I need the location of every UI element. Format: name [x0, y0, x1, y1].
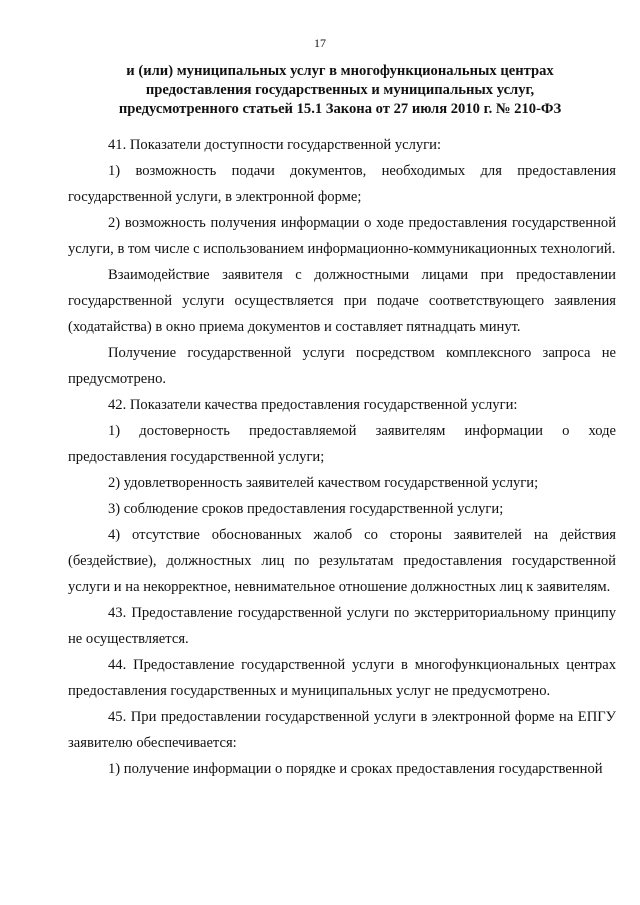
page-number: 17 [314, 36, 326, 50]
paragraph-41-intro: 41. Показатели доступности государственной услуги: [108, 137, 442, 153]
paragraph-42-item-3: 3) соблюдение сроков предоставления государственной услуги; [108, 501, 504, 517]
heading-line: предоставления государственных и муниципальных услуг, [145, 82, 535, 98]
paragraph-42-item-2: 2) удовлетворенность заявителей качеством государственной услуги; [108, 475, 539, 491]
paragraph-43: 43. Предоставление государственной услуги по экстерриториальному принципу не осуществляется. [68, 605, 616, 647]
paragraph-42-item-1: 1) достоверность предоставляемой заявителям информации о ходе предоставления государственной услуги; [68, 423, 616, 465]
paragraph-complex-request: Получение государственной услуги посредством комплексного запроса не предусмотрено. [68, 345, 616, 387]
paragraph-42-item-4: 4) отсутствие обоснованных жалоб со стороны заявителей на действия (бездействие), должностных лиц по результатам предоставления государственной услуги и на некорректное, невнимательное отношение должностных лиц к заявителям. [68, 527, 616, 595]
paragraph-interaction: Взаимодействие заявителя с должностными лицами при предоставлении государственной услуги осуществляется при подаче соответствующего заявления (ходатайства) в окно приема документов и составляет пятнадцать минут. [68, 267, 616, 335]
section-heading [60, 62, 620, 119]
paragraph-41-item-2: 2) возможность получения информации о ходе предоставления государственной услуги, в том числе с использованием информационно-коммуникационных технологий. [68, 215, 616, 257]
heading-line: и (или) муниципальных услуг в многофункциональных центрах [126, 63, 554, 79]
paragraph-45-intro: 45. При предоставлении государственной услуги в электронной форме на ЕПГУ заявителю обеспечивается: [68, 709, 616, 751]
heading-line: предусмотренного статьей 15.1 Закона от 27 июля 2010 г. № 210-ФЗ [118, 101, 562, 117]
paragraph-41-item-1: 1) возможность подачи документов, необходимых для предоставления государственной услуги, в электронной форме; [68, 163, 616, 205]
paragraph-44: 44. Предоставление государственной услуги в многофункциональных центрах предоставления государственных и муниципальных услуг не предусмотрено. [68, 657, 616, 699]
document-body [68, 132, 616, 782]
paragraph-42-intro: 42. Показатели качества предоставления государственной услуги: [108, 397, 518, 413]
paragraph-45-item-1: 1) получение информации о порядке и сроках предоставления государственной [108, 761, 603, 777]
